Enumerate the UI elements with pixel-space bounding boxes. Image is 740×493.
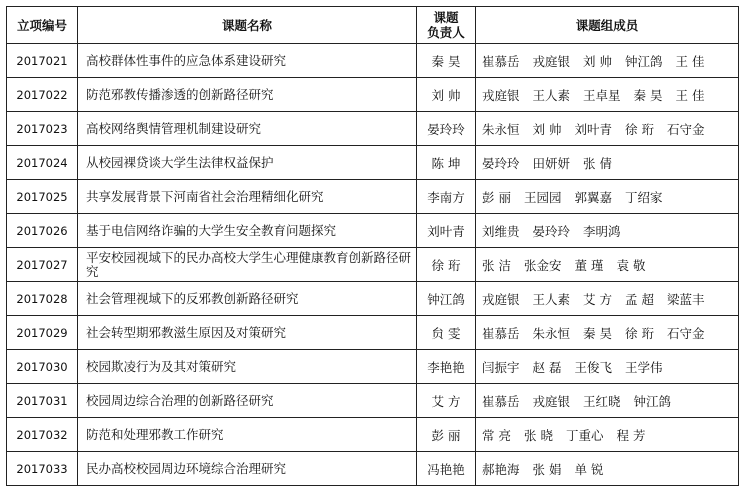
project-id-cell: 2017022	[7, 78, 78, 112]
table-row	[7, 350, 739, 384]
project-leader-cell: 李南方	[417, 180, 476, 214]
project-name-cell: 基于电信网络诈骗的大学生安全教育问题探究	[78, 214, 417, 248]
table-row	[7, 418, 739, 452]
table-row	[7, 248, 739, 282]
project-leader-cell: 贠 雯	[417, 316, 476, 350]
project-name-cell: 共享发展背景下河南省社会治理精细化研究	[78, 180, 417, 214]
project-leader-cell: 钟江鸽	[417, 282, 476, 316]
table-row	[7, 180, 739, 214]
project-id-cell: 2017026	[7, 214, 78, 248]
member-name: 戎庭银	[482, 291, 520, 307]
member-name: 晏玲玲	[532, 223, 571, 239]
member-name: 秦 昊	[633, 87, 663, 103]
project-leader-cell: 李艳艳	[417, 350, 476, 384]
member-name: 艾 方	[583, 291, 613, 307]
member-name: 梁蓝丰	[667, 291, 705, 307]
member-name: 王 佳	[675, 53, 705, 69]
project-leader-cell: 晏玲玲	[417, 112, 476, 146]
member-name: 张 晓	[523, 427, 553, 443]
project-id-cell: 2017027	[7, 248, 78, 282]
project-name-cell: 校园周边综合治理的创新路径研究	[78, 384, 417, 418]
project-id-cell: 2017028	[7, 282, 78, 316]
member-name: 张 倩	[583, 155, 613, 171]
member-name: 张 娟	[532, 461, 562, 477]
member-name: 秦 昊	[583, 325, 613, 341]
project-name-cell: 高校网络舆情管理机制建设研究	[78, 112, 417, 146]
member-name: 郝艳海	[482, 461, 520, 477]
project-leader-cell: 艾 方	[417, 384, 476, 418]
member-name: 王 佳	[675, 87, 705, 103]
project-name-cell: 校园欺凌行为及其对策研究	[78, 350, 417, 384]
member-name: 张 洁	[482, 257, 511, 273]
member-name: 李明鸿	[583, 223, 621, 239]
project-members-cell	[476, 78, 739, 112]
member-name: 钟江鸽	[633, 393, 672, 409]
project-name-cell: 从校园裸贷谈大学生法律权益保护	[78, 146, 417, 180]
header-leader-line2: 负责人	[427, 25, 465, 40]
project-members-cell	[476, 384, 739, 418]
member-name: 石守金	[667, 121, 705, 137]
project-id-cell: 2017031	[7, 384, 78, 418]
project-id-cell: 2017021	[7, 44, 78, 78]
member-name: 程 芳	[616, 427, 646, 443]
member-name: 戎庭银	[532, 53, 571, 69]
member-name: 王学伟	[625, 359, 663, 375]
member-name: 王红晓	[583, 393, 621, 409]
table-body	[7, 44, 739, 486]
project-members-cell	[476, 248, 739, 282]
member-name: 王园园	[523, 189, 562, 205]
project-name-cell: 高校群体性事件的应急体系建设研究	[78, 44, 417, 78]
member-name: 徐 珩	[625, 325, 654, 341]
member-name: 戎庭银	[482, 87, 520, 103]
project-name-cell: 防范和处理邪教工作研究	[78, 418, 417, 452]
member-name: 王人素	[532, 291, 571, 307]
member-name: 朱永恒	[482, 121, 520, 137]
project-members-cell	[476, 452, 739, 486]
project-name-cell: 防范邪教传播渗透的创新路径研究	[78, 78, 417, 112]
member-name: 袁 敬	[616, 257, 646, 273]
member-name: 戎庭银	[532, 393, 571, 409]
project-leader-cell: 冯艳艳	[417, 452, 476, 486]
table-row	[7, 452, 739, 486]
project-members-cell	[476, 146, 739, 180]
member-name: 孟 超	[625, 291, 654, 307]
member-name: 单 锐	[574, 461, 604, 477]
project-id-cell: 2017029	[7, 316, 78, 350]
project-members-cell	[476, 214, 739, 248]
member-name: 刘叶青	[574, 121, 613, 137]
member-name: 钟江鸽	[625, 53, 663, 69]
project-members-cell	[476, 44, 739, 78]
project-id-cell: 2017030	[7, 350, 78, 384]
member-name: 晏玲玲	[482, 155, 520, 171]
member-name: 田妍妍	[532, 155, 571, 171]
project-members-cell	[476, 316, 739, 350]
header-project-name: 课题名称	[78, 7, 417, 44]
table-row	[7, 214, 739, 248]
project-id-cell: 2017023	[7, 112, 78, 146]
project-leader-cell: 陈 坤	[417, 146, 476, 180]
member-name: 崔慕岳	[482, 325, 520, 341]
header-project-leader	[417, 7, 476, 44]
table-row	[7, 146, 739, 180]
header-project-members: 课题组成员	[476, 7, 739, 44]
member-name: 崔慕岳	[482, 393, 520, 409]
member-name: 刘 帅	[532, 121, 562, 137]
member-name: 徐 珩	[625, 121, 654, 137]
member-name: 刘 帅	[583, 53, 613, 69]
project-name-cell: 平安校园视域下的民办高校大学生心理健康教育创新路径研究	[78, 248, 417, 282]
project-leader-cell: 刘 帅	[417, 78, 476, 112]
member-name: 彭 丽	[482, 189, 511, 205]
project-members-cell	[476, 350, 739, 384]
header-leader-line1: 课题	[433, 10, 459, 25]
project-members-cell	[476, 112, 739, 146]
member-name: 王人素	[532, 87, 571, 103]
table-header-row	[7, 7, 739, 44]
member-name: 丁重心	[565, 427, 604, 443]
member-name: 丁绍家	[625, 189, 663, 205]
header-project-id: 立项编号	[7, 7, 78, 44]
member-name: 赵 磊	[532, 359, 562, 375]
project-members-cell	[476, 282, 739, 316]
project-members-cell	[476, 418, 739, 452]
project-table	[6, 6, 739, 486]
table-row	[7, 316, 739, 350]
project-id-cell: 2017033	[7, 452, 78, 486]
member-name: 石守金	[667, 325, 705, 341]
table-row	[7, 112, 739, 146]
project-leader-cell: 秦 昊	[417, 44, 476, 78]
project-leader-cell: 彭 丽	[417, 418, 476, 452]
project-members-cell	[476, 180, 739, 214]
project-name-cell: 社会转型期邪教滋生原因及对策研究	[78, 316, 417, 350]
table-row	[7, 384, 739, 418]
member-name: 张金安	[523, 257, 562, 273]
project-leader-cell: 徐 珩	[417, 248, 476, 282]
project-leader-cell: 刘叶青	[417, 214, 476, 248]
project-id-cell: 2017025	[7, 180, 78, 214]
project-name-cell: 民办高校校园周边环境综合治理研究	[78, 452, 417, 486]
member-name: 王卓星	[583, 87, 621, 103]
member-name: 常 亮	[482, 427, 511, 443]
member-name: 闫振宇	[482, 359, 520, 375]
project-name-cell: 社会管理视域下的反邪教创新路径研究	[78, 282, 417, 316]
member-name: 崔慕岳	[482, 53, 520, 69]
member-name: 王俊飞	[574, 359, 613, 375]
member-name: 刘维贵	[482, 223, 520, 239]
member-name: 郭翼嘉	[574, 189, 613, 205]
table-row	[7, 78, 739, 112]
member-name: 朱永恒	[532, 325, 571, 341]
member-name: 董 瑾	[574, 257, 604, 273]
project-id-cell: 2017032	[7, 418, 78, 452]
table-row	[7, 282, 739, 316]
table-row	[7, 44, 739, 78]
project-id-cell: 2017024	[7, 146, 78, 180]
